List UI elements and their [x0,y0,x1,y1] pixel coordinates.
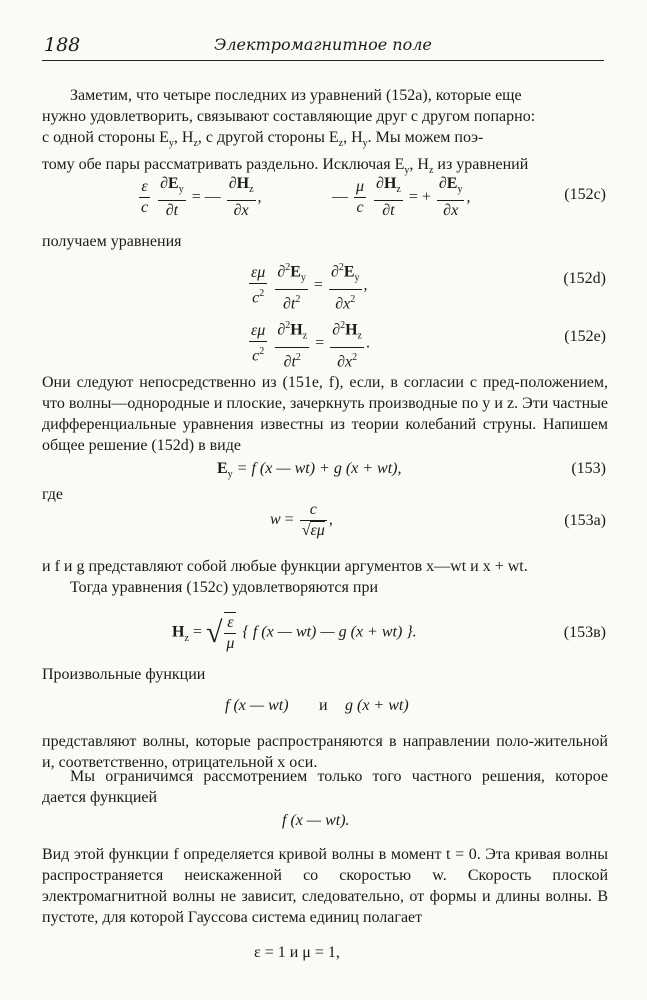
p5-line2: Тогда уравнения (152с) удовлетворяются при [70,579,379,596]
eq-label-153a: (153а) [564,512,606,529]
paragraph-8: Мы ограничимся рассмотрением только того частного решения, которое дается функцией [42,768,608,806]
equation-152e: $\frac{\varepsilon\mu}{c^2}$ $\frac{\partial^2H_z}{\partial t^2}$ = $\frac{\partial^2H_z}{\partial x^2}$ . (152е) [42,314,608,362]
paragraph-5 [42,556,608,598]
eq-label-152c: (152с) [564,186,606,203]
eq-label-152e: (152е) [564,328,606,345]
paragraph-2: получаем уравнения [42,233,182,250]
function-pair: f (x — wt) и g (x + wt) [225,697,409,714]
function-single: f (x — wt). [282,812,350,829]
paragraph-3: Они следуют непосредственно из (151е, f), если, в согласии с пред-положением, что волны—однородные и плоские, зачеркнуть производные по y и z. Эти частные дифференциальные уравнения известны из теории колебаний струны. Напишем общее решение (152d) в виде [42,374,608,454]
eq-label-153: (153) [571,460,606,477]
equation-152d: $\frac{\varepsilon\mu}{c^2}$ $\frac{\partial^2E_y}{\partial t^2}$ = $\frac{\partial^2E_y}{\partial x^2}$ , (152d) [42,256,608,304]
running-header [42,30,604,61]
page-number: 188 [44,34,81,56]
equation-152c: $\frac{\varepsilon}{c}$ $\frac{\partial E_y}{\partial t}$ = — $\frac{\partial H_z}{\partial x}$ , — $\frac{\mu}{c}$ $\frac{\partial H_z}{\partial t}$ = + $\frac{\partial E_y}{\partial x}$ , (152с) [141,175,606,220]
equation-eps-mu: ε = 1 и μ = 1, [254,944,340,961]
equation-153a: w = $\frac{c}{√\varepsilon\mu}$ , (153а) [270,501,606,539]
paragraph-4: где [42,486,64,503]
eq-label-152d: (152d) [563,270,606,287]
p1-line1: Заметим, что четыре последних из уравнений (152а), которые еще [70,87,522,104]
paragraph-9: Вид этой функции f определяется кривой волны в момент t = 0. Эта кривая волны распространяется неискаженной со скоростью w. Скорость плоской электромагнитной волны не зависит, следовательно, от формы и длины волны. В пустоте, для которой Гауссова система единиц полагает [42,846,608,926]
equation-153b: $H_z$ = √ $\frac{\varepsilon}{\mu}$ { f (x — wt) — g (x + wt) }. (153в) [172,614,606,652]
p5-line1: и f и g представляют собой любые функции аргументов x—wt и x + wt. [42,558,528,575]
p1-line3: с одной стороны $E_y$, $H_z$, с другой стороны $E_z$, $H_y$. Мы можем поэ- [42,129,484,150]
p1-line4: тому обе пары рассматривать раздельно. Исключая $E_y$, $H_z$ из уравнений [42,156,529,177]
running-title: Электромагнитное поле [214,35,432,54]
paragraph-7: представляют волны, которые распространяются в направлении поло-жительной и, соответственно, отрицательной x оси. [42,733,608,771]
paragraph-1 [42,85,608,181]
eq-label-153b: (153в) [563,624,606,641]
equation-153: $E_y = f$ (x — wt) + g (x + wt), (153) [217,460,606,481]
paragraph-6: Произвольные функции [42,666,206,683]
p1-line2: нужно удовлетворить, связывают составляющие друг с другом попарно: [42,108,536,125]
